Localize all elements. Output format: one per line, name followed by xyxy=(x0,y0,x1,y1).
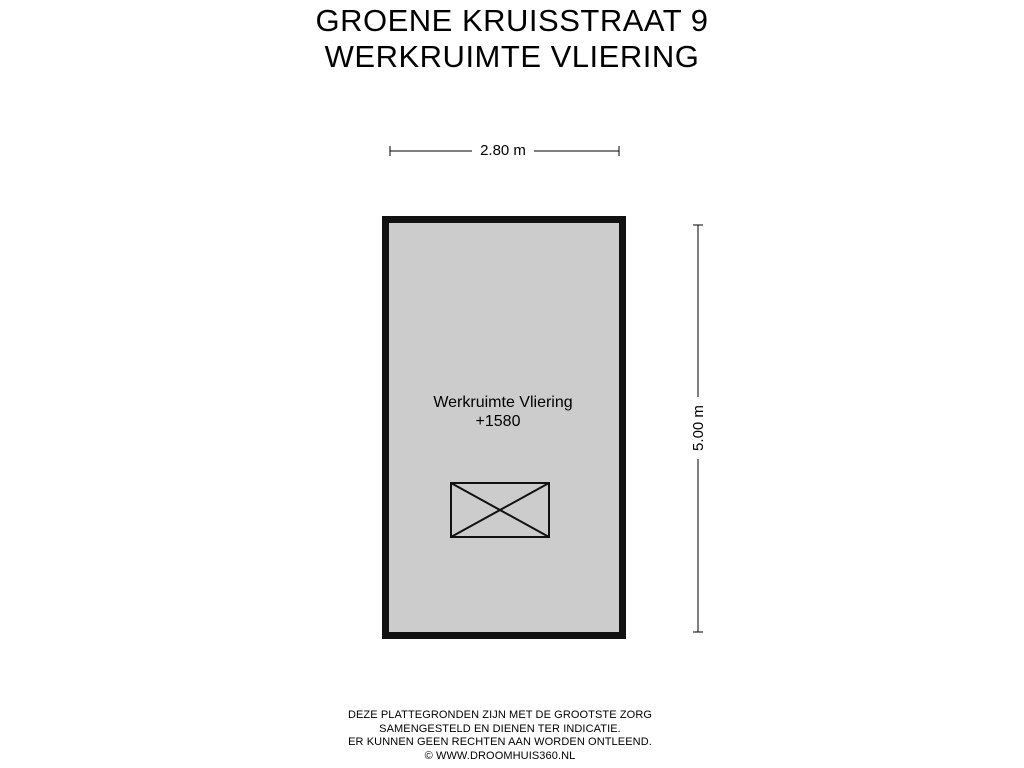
disclaimer-footer xyxy=(0,709,1000,763)
plan-subtitle: WERKRUIMTE VLIERING xyxy=(324,39,700,74)
depth-dimension-label: 5.00 m xyxy=(689,397,709,459)
disclaimer-line: SAMENGESTELD EN DIENEN TER INDICATIE. xyxy=(379,722,621,735)
room-name-label: Werkruimte Vliering xyxy=(433,394,573,411)
width-dimension-label: 2.80 m xyxy=(472,141,534,161)
plan-title: GROENE KRUISSTRAAT 9 xyxy=(315,3,709,38)
copyright-line: © WWW.DROOMHUIS360.NL xyxy=(424,749,576,762)
disclaimer-line: DEZE PLATTEGRONDEN ZIJN MET DE GROOTSTE ZORG xyxy=(347,709,653,721)
room-level-label: +1580 xyxy=(475,413,521,430)
disclaimer-line: ER KUNNEN GEEN RECHTEN AAN WORDEN ONTLEEND. xyxy=(348,736,652,748)
